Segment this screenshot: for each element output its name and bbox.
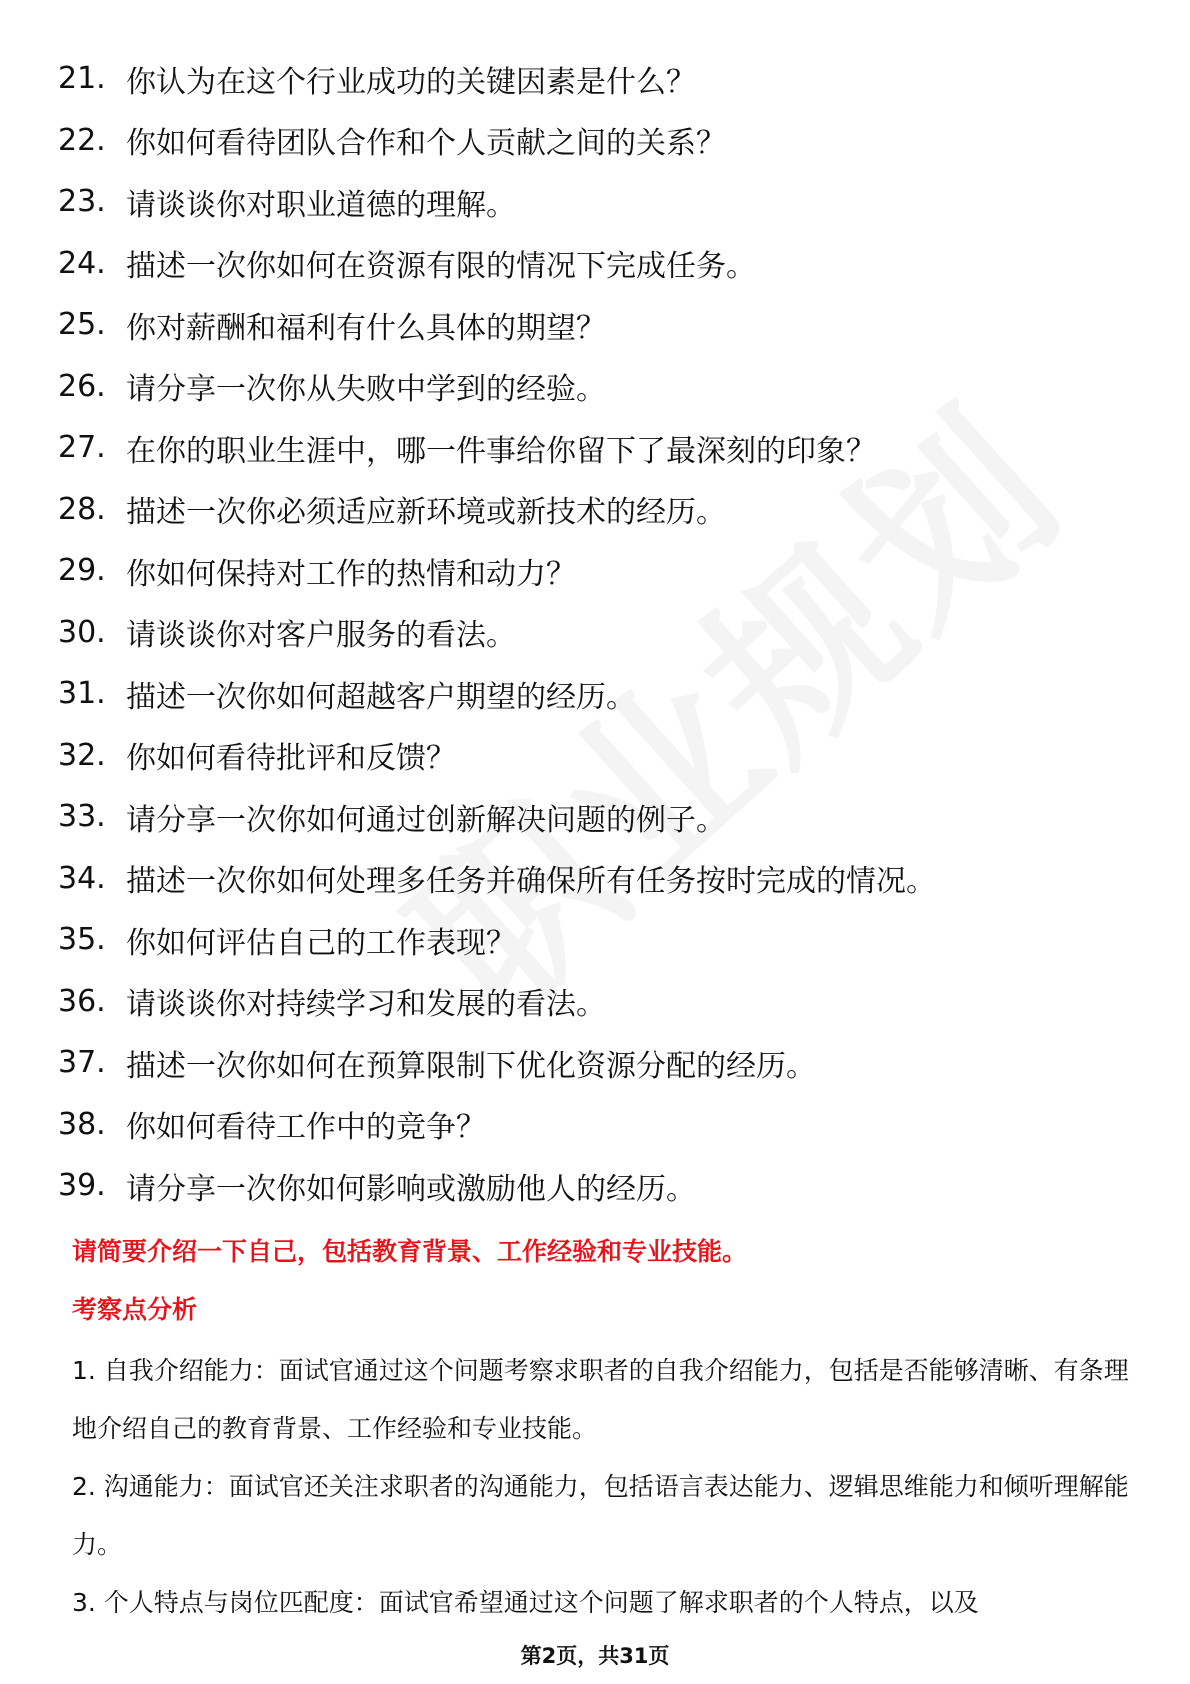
analysis-heading: 考察点分析 xyxy=(72,1295,198,1324)
question-text: 描述一次你必须适应新环境或新技术的经历。 xyxy=(126,495,726,531)
question-number: 31. xyxy=(58,676,106,712)
question-number: 32. xyxy=(58,737,106,773)
question-number: 39. xyxy=(58,1168,106,1204)
list-item xyxy=(58,1032,1148,1094)
question-number: 36. xyxy=(58,983,106,1019)
list-item xyxy=(58,663,1148,725)
list-item xyxy=(58,233,1148,295)
list-item xyxy=(58,786,1148,848)
question-number: 24. xyxy=(58,245,106,281)
section-heading: 请简要介绍一下自己，包括教育背景、工作经验和专业技能。 xyxy=(72,1237,748,1266)
question-number: 29. xyxy=(58,553,106,589)
question-text: 描述一次你如何在资源有限的情况下完成任务。 xyxy=(126,249,756,285)
analysis-paragraph: 2. 沟通能力：面试官还关注求职者的沟通能力，包括语言表达能力、逻辑思维能力和倾听理解能力。 xyxy=(72,1472,1129,1559)
question-number: 23. xyxy=(58,184,106,220)
list-item xyxy=(58,909,1148,971)
question-number: 35. xyxy=(58,922,106,958)
question-number: 38. xyxy=(58,1106,106,1142)
list-item xyxy=(58,171,1148,233)
question-text: 描述一次你如何处理多任务并确保所有任务按时完成的情况。 xyxy=(126,864,936,900)
question-text: 你如何看待团队合作和个人贡献之间的关系？ xyxy=(126,126,726,162)
question-number: 25. xyxy=(58,307,106,343)
list-item xyxy=(58,725,1148,787)
analysis-paragraph: 3. 个人特点与岗位匹配度：面试官希望通过这个问题了解求职者的个人特点，以及 xyxy=(72,1588,979,1617)
question-list xyxy=(58,48,1148,1217)
question-text: 请分享一次你如何影响或激励他人的经历。 xyxy=(126,1171,696,1207)
question-number: 33. xyxy=(58,799,106,835)
question-number: 37. xyxy=(58,1045,106,1081)
list-item xyxy=(58,971,1148,1033)
question-text: 你认为在这个行业成功的关键因素是什么？ xyxy=(126,64,696,100)
question-text: 你如何看待批评和反馈？ xyxy=(126,741,456,777)
list-item xyxy=(58,848,1148,910)
list-item xyxy=(58,417,1148,479)
question-text: 你如何看待工作中的竞争？ xyxy=(126,1110,486,1146)
list-item xyxy=(58,294,1148,356)
list-item xyxy=(58,356,1148,418)
list-item xyxy=(58,1094,1148,1156)
question-number: 27. xyxy=(58,430,106,466)
question-text: 请谈谈你对客户服务的看法。 xyxy=(126,618,516,654)
page-footer: 第2页，共31页 xyxy=(520,1644,670,1668)
question-number: 34. xyxy=(58,860,106,896)
list-item xyxy=(58,48,1148,110)
question-number: 21. xyxy=(58,61,106,97)
list-item xyxy=(58,479,1148,541)
question-number: 22. xyxy=(58,122,106,158)
question-number: 26. xyxy=(58,368,106,404)
question-text: 请谈谈你对持续学习和发展的看法。 xyxy=(126,987,606,1023)
list-item xyxy=(58,1155,1148,1217)
list-item xyxy=(58,110,1148,172)
question-text: 请分享一次你如何通过创新解决问题的例子。 xyxy=(126,802,726,838)
list-item xyxy=(58,540,1148,602)
question-text: 你如何评估自己的工作表现？ xyxy=(126,925,516,961)
analysis-paragraph: 1. 自我介绍能力：面试官通过这个问题考察求职者的自我介绍能力，包括是否能够清晰、有条理地介绍自己的教育背景、工作经验和专业技能。 xyxy=(72,1356,1129,1443)
question-number: 28. xyxy=(58,491,106,527)
question-text: 描述一次你如何在预算限制下优化资源分配的经历。 xyxy=(126,1048,816,1084)
question-number: 30. xyxy=(58,614,106,650)
analysis-body xyxy=(72,1342,1132,1632)
question-text: 请谈谈你对职业道德的理解。 xyxy=(126,187,516,223)
list-item xyxy=(58,602,1148,664)
question-text: 你对薪酬和福利有什么具体的期望？ xyxy=(126,310,606,346)
question-text: 在你的职业生涯中，哪一件事给你留下了最深刻的印象？ xyxy=(126,433,876,469)
question-text: 请分享一次你从失败中学到的经验。 xyxy=(126,372,606,408)
question-text: 你如何保持对工作的热情和动力？ xyxy=(126,556,576,592)
question-text: 描述一次你如何超越客户期望的经历。 xyxy=(126,679,636,715)
